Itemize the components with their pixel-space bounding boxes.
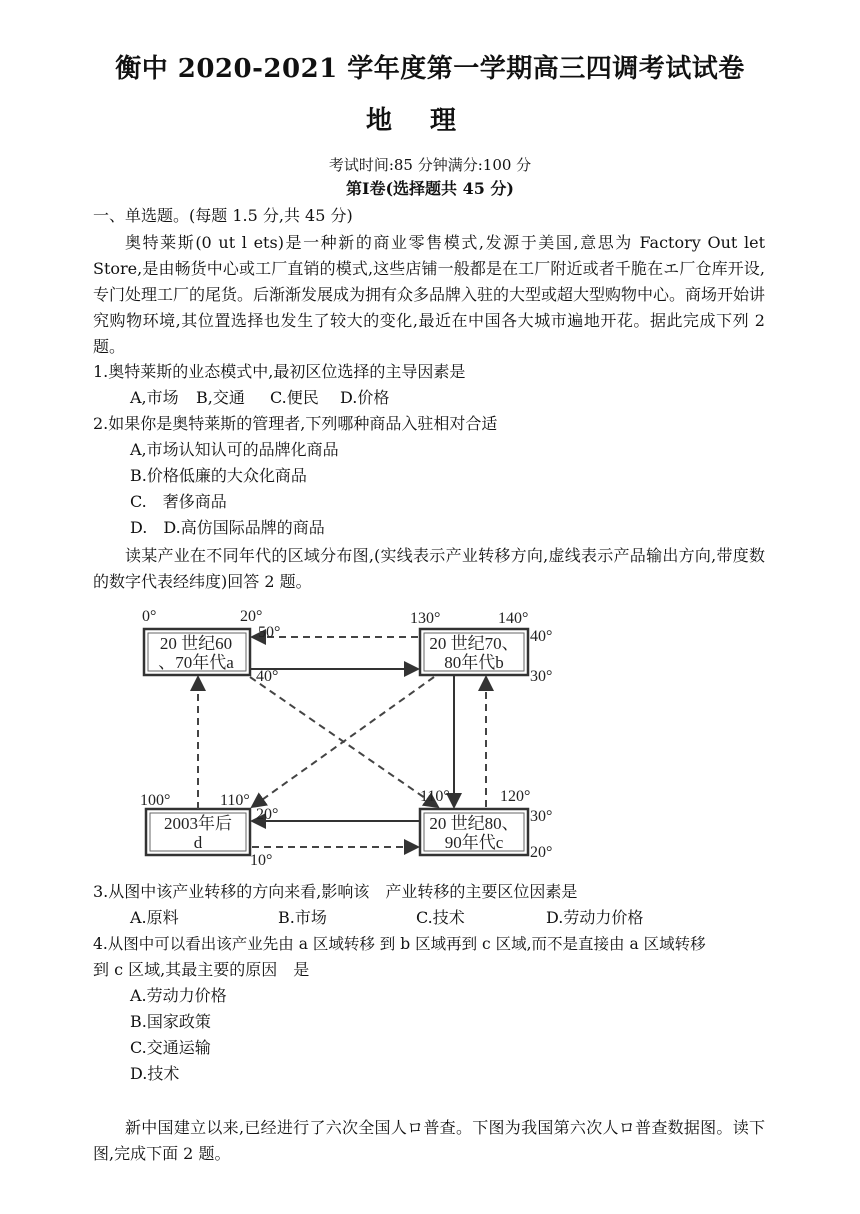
label-d-right: 110° <box>220 792 250 809</box>
label-d-bottom: 10° <box>250 852 273 868</box>
box-a <box>144 629 250 675</box>
label-c-top: 30° <box>530 808 553 825</box>
section-heading: 一、单选题。(每题 1.5 分,共 45 分) <box>93 206 353 225</box>
passage-outlets: 奥特莱斯(0 ut l ets)是一种新的商业零售模式,发源于美国,意思为 Factory Out let Store,是由畅货中心或工厂直销的模式,这些店铺一般都是在工厂附近或者千脆在エ厂仓库开设,专门处理工厂的尾货。后渐渐发展成为拥有众多品牌入驻的大型或超大型购物中心。商场开始讲究购物环境,其位置选择也发生了较大的变化,最近在中国各大城市遍地开花。据此完成下列 2 题。 <box>93 233 766 356</box>
section-title: 第Ⅰ卷(选择题共 45 分) <box>345 179 515 198</box>
q3-option-c: C.技术 <box>416 908 465 927</box>
label-a-top: 50° <box>258 624 281 641</box>
box-a-line1: 20 世纪60 <box>159 634 233 653</box>
industry-transfer-diagram <box>138 603 568 868</box>
q4-stem-line2: 到 c 区域,其最主要的原因 是 <box>93 960 310 979</box>
label-d-top: 20° <box>256 806 279 823</box>
q2-option-a: A,市场认知认可的品牌化商品 <box>130 440 339 459</box>
label-c-bottom: 20° <box>530 844 553 861</box>
q4-option-c: C.交通运输 <box>130 1038 211 1057</box>
q2-option-b: B.价格低廉的大众化商品 <box>130 466 307 485</box>
label-a-left: 0° <box>142 608 157 625</box>
box-c <box>420 809 528 855</box>
label-b-top: 40° <box>530 628 553 645</box>
label-d-left: 100° <box>140 792 171 809</box>
label-b-bottom: 30° <box>530 668 553 685</box>
exam-info: 考试时间:85 分钟满分:100 分 <box>328 156 532 174</box>
q1-option-b: B,交通 <box>196 388 245 407</box>
q3-option-b: B.市场 <box>278 908 327 927</box>
dashed-b-to-d <box>252 677 434 807</box>
box-c-line2: 90年代c <box>444 833 504 852</box>
q3-option-d: D.劳动力价格 <box>546 908 644 927</box>
passage-census: 新中国建立以来,已经进行了六次全国人ロ普查。下图为我国第六次人ロ普查数据图。读下图,完成下面 2 题。 <box>93 1118 765 1163</box>
label-a-right: 20° <box>240 608 263 625</box>
box-d-line2: d <box>193 833 203 852</box>
q3-stem: 3.从图中该产业转移的方向来看,影响该 产业转移的主要区位因素是 <box>93 882 578 901</box>
label-b-left: 130° <box>410 610 441 627</box>
label-b-right: 140° <box>498 610 529 627</box>
q4-option-a: A.劳动力价格 <box>130 986 227 1005</box>
box-d <box>146 809 250 855</box>
box-c-line1: 20 世纪80、 <box>429 814 519 833</box>
q1-stem: 1.奥特莱斯的业态模式中,最初区位选择的主导因素是 <box>93 362 466 381</box>
box-b-line2: 80年代b <box>444 653 504 672</box>
q1-option-a: A,市场 <box>130 388 179 407</box>
subject-title: 地理 <box>365 106 494 136</box>
box-d-line1: 2003年后 <box>164 814 232 833</box>
q2-option-d: D. D.高仿国际品牌的商品 <box>130 518 325 537</box>
q3-option-a: A.原料 <box>130 908 179 927</box>
passage-diagram-intro: 读某产业在不同年代的区域分布图,(实线表示产业转移方向,虚线表示产品输出方向,带度数的数字代表经纬度)回答 2 题。 <box>93 546 765 591</box>
box-a-line2: 、70年代a <box>158 653 234 672</box>
q4-option-b: B.国家政策 <box>130 1012 211 1031</box>
box-b-line1: 20 世纪70、 <box>429 634 519 653</box>
q4-stem-line1: 4.从图中可以看出该产业先由 a 区域转移 到 b 区域再到 c 区域,而不是直接由 a 区域转移 <box>93 935 706 953</box>
label-c-right: 120° <box>500 788 531 805</box>
box-b <box>420 629 528 675</box>
q1-option-d: D.价格 <box>340 388 390 407</box>
exam-title: 衡中 2020-2021 学年度第一学期高三四调考试试卷 <box>115 54 745 84</box>
q2-option-c: C. 奢侈商品 <box>130 492 227 511</box>
q2-stem: 2.如果你是奥特莱斯的管理者,下列哪种商品入驻相对合适 <box>93 414 498 433</box>
label-c-left: 110° <box>420 788 450 805</box>
label-a-bottom: 40° <box>256 668 279 685</box>
q4-option-d: D.技术 <box>130 1064 180 1083</box>
q1-option-c: C.便民 <box>270 388 319 407</box>
